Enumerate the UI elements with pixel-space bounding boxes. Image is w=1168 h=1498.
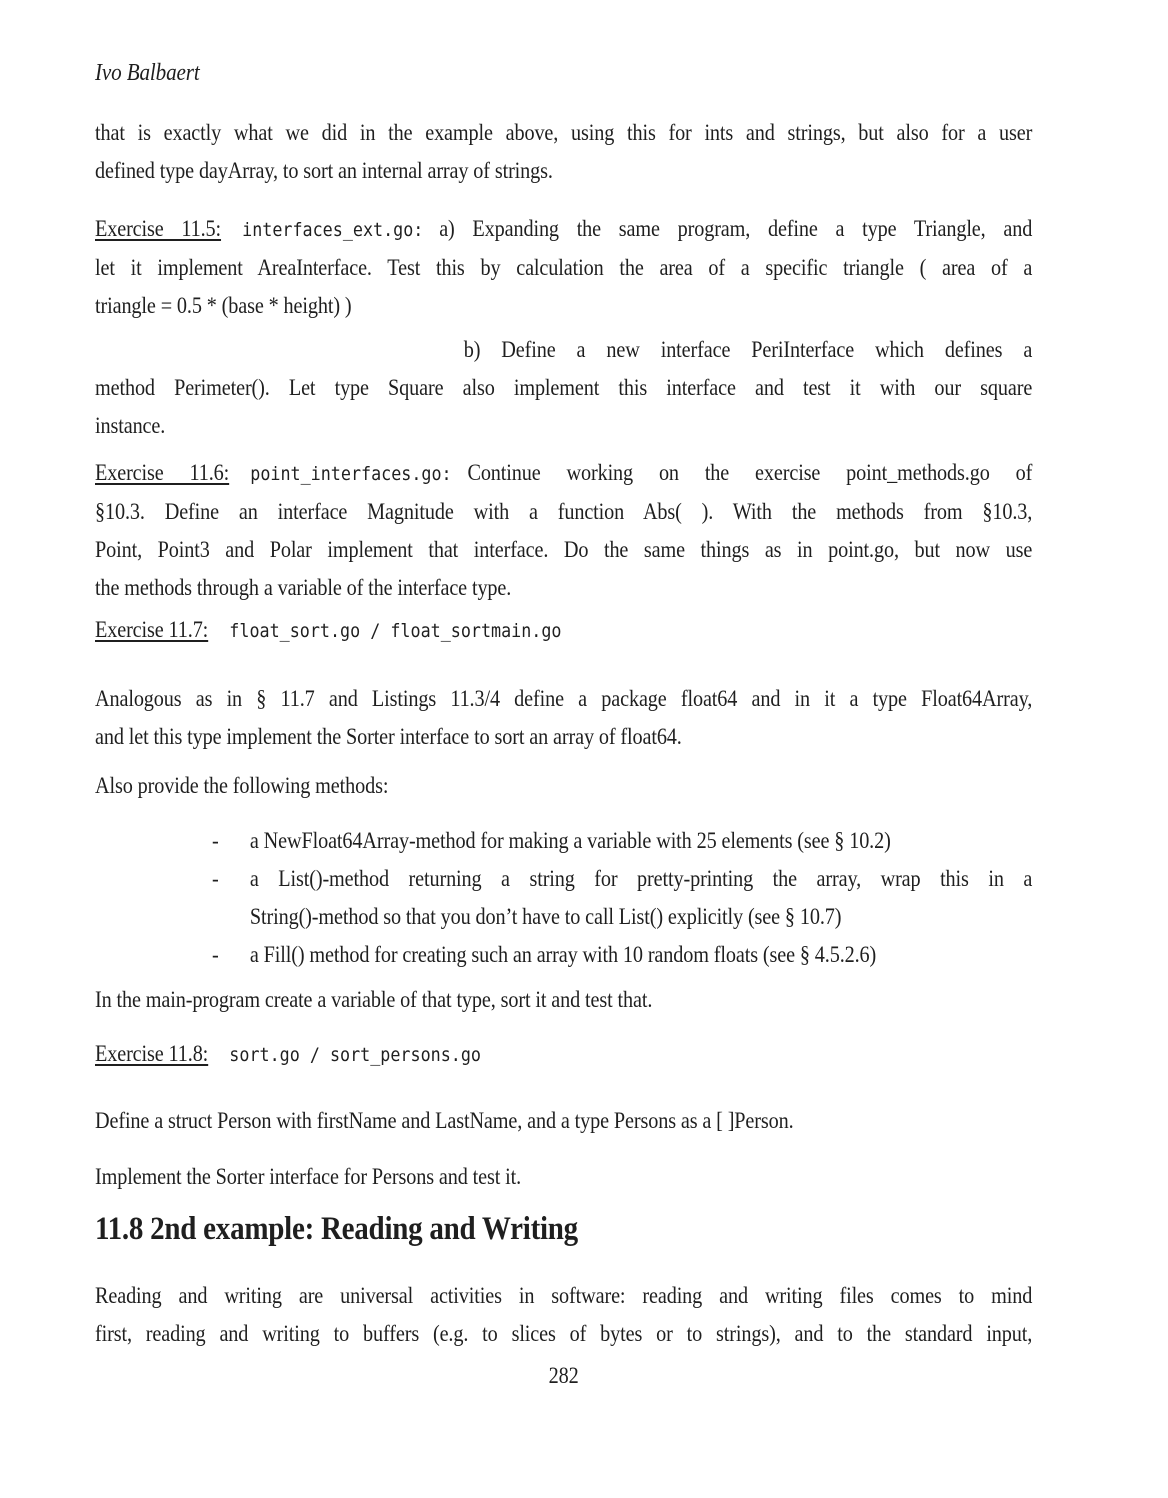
- exercise-text: a) Expanding the same program, define a type Triangle, and: [439, 216, 1033, 241]
- exercise-label: Exercise 11.5:: [95, 216, 222, 241]
- paragraph-line: that is exactly what we did in the example above, using this for ints and strings, but also for a user: [95, 120, 1033, 145]
- paragraph-line: let it implement AreaInterface. Test this by calculation the area of a specific triangle ( area of a: [95, 255, 1033, 280]
- exercise-label: Exercise 11.6:: [95, 460, 230, 485]
- list-item-text: String()-method so that you don’t have to call List() explicitly (see § 10.7): [249, 904, 842, 929]
- paragraph-line: Point, Point3 and Polar implement that interface. Do the same things as in point.go, but now use: [95, 537, 1033, 562]
- paragraph-line: Implement the Sorter interface for Persons and test it.: [95, 1164, 522, 1189]
- exercise-filename: float_sort.go / float_sortmain.go: [229, 620, 562, 642]
- page-body: [95, 58, 1032, 1391]
- paragraph-line: §10.3. Define an interface Magnitude with a function Abs( ). With the methods from §10.3,: [95, 499, 1033, 524]
- exercise-text: Continue working on the exercise point_methods.go of: [467, 460, 1033, 485]
- list-item-continuation: [95, 898, 1032, 936]
- paragraph-line: [95, 454, 1032, 493]
- method-list: [95, 822, 1032, 974]
- list-item: [95, 936, 1032, 974]
- paragraph-define-struct: [95, 1102, 1032, 1140]
- exercise-label: Exercise 11.7:: [95, 617, 209, 642]
- paragraph-line: first, reading and writing to buffers (e.g. to slices of bytes or to strings), and to the standard input,: [95, 1321, 1033, 1346]
- paragraph-line: the methods through a variable of the interface type.: [95, 575, 512, 600]
- paragraph-line: Analogous as in § 11.7 and Listings 11.3/4 define a package float64 and in it a type Float64Array,: [95, 686, 1033, 711]
- page-number-block: [95, 1361, 1032, 1391]
- list-item-text: a List()-method returning a string for pretty-printing the array, wrap this in a: [249, 866, 1033, 891]
- paragraph-line: [95, 210, 1032, 249]
- exercise-11-8: [95, 1035, 1032, 1074]
- exercise-filename: point_interfaces.go:: [250, 463, 452, 485]
- paragraph-line: [95, 1035, 1032, 1074]
- paragraph-line: Reading and writing are universal activities in software: reading and writing files comes to mind: [95, 1283, 1033, 1308]
- paragraph-line: instance.: [95, 413, 166, 438]
- exercise-11-7: [95, 611, 1032, 650]
- paragraph-also-provide: [95, 767, 1032, 805]
- paragraph-line: Also provide the following methods:: [95, 773, 389, 798]
- paragraph-line: [95, 611, 1032, 650]
- section-heading: 11.8 2nd example: Reading and Writing: [95, 1211, 578, 1247]
- paragraph-line: method Perimeter(). Let type Square also implement this interface and test it with our square: [95, 375, 1033, 400]
- exercise-11-5b: [95, 331, 1032, 445]
- exercise-filename: sort.go / sort_persons.go: [229, 1044, 481, 1066]
- list-item: [95, 822, 1032, 860]
- running-header-block: [95, 58, 1032, 88]
- page-number: 282: [548, 1363, 579, 1388]
- bullet-dash: -: [212, 942, 219, 967]
- paragraph-main-program: [95, 981, 1032, 1019]
- paragraph-line: b) Define a new interface PeriInterface which defines a: [463, 337, 1033, 362]
- paragraph-line: triangle = 0.5 * (base * height) ): [95, 293, 352, 318]
- section-heading-block: [95, 1207, 1032, 1251]
- list-item-text: a Fill() method for creating such an array with 10 random floats (see § 4.5.2.6): [249, 942, 877, 967]
- paragraph-line: In the main-program create a variable of that type, sort it and test that.: [95, 987, 653, 1012]
- paragraph-line: defined type dayArray, to sort an internal array of strings.: [95, 158, 553, 183]
- paragraph-reading: [95, 1277, 1032, 1353]
- exercise-11-6: [95, 454, 1032, 607]
- exercise-filename: interfaces_ext.go:: [242, 219, 424, 241]
- exercise-label: Exercise 11.8:: [95, 1041, 209, 1066]
- exercise-11-5: [95, 210, 1032, 325]
- running-header: Ivo Balbaert: [95, 60, 200, 86]
- list-item-text: a NewFloat64Array-method for making a variable with 25 elements (see § 10.2): [249, 828, 891, 853]
- list-item: [95, 860, 1032, 898]
- paragraph-line: Define a struct Person with firstName and LastName, and a type Persons as a [ ]Person.: [95, 1108, 794, 1133]
- bullet-dash: -: [212, 866, 219, 891]
- paragraph-implement: [95, 1158, 1032, 1196]
- paragraph-analogous: [95, 680, 1032, 756]
- paragraph-line: and let this type implement the Sorter interface to sort an array of float64.: [95, 724, 682, 749]
- paragraph-intro: [95, 114, 1032, 190]
- bullet-dash: -: [212, 828, 219, 853]
